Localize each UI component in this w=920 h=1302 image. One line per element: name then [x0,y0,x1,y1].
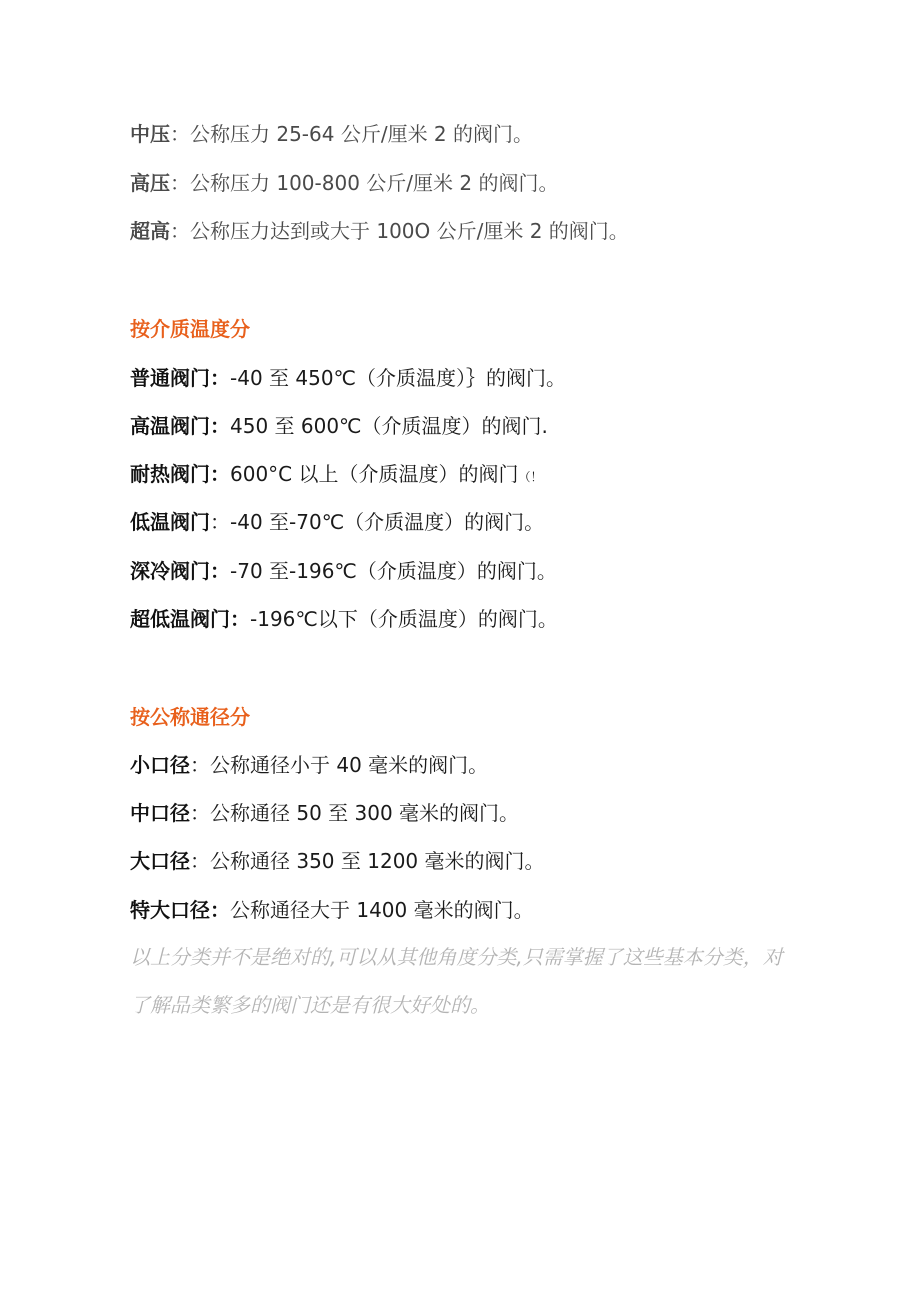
diameter-term: 小口径 [130,753,190,777]
diameter-desc: 公称通径大于 1400 毫米的阀门。 [230,898,534,922]
temperature-item [130,412,548,440]
pressure-separator: ： [170,171,190,195]
pressure-term: 超高 [130,219,170,243]
temperature-item [130,605,558,633]
pressure-desc: 公称压力达到或大于 100O 公斤/厘米 2 的阀门。 [190,219,629,243]
closing-note: 以上分类并不是绝对的,可以从其他角度分类,只需掌握了这些基本分类，对了解品类繁多的阀门还是有很大好处的。 [130,945,783,1017]
pressure-separator: ： [170,219,190,243]
diameter-item [130,896,534,924]
temperature-desc: 450 至 600℃（介质温度）的阀门. [230,414,548,438]
temperature-note: （！ [518,470,543,484]
temperature-term: 普通阀门： [130,366,230,390]
pressure-desc: 公称压力 25-64 公斤/厘米 2 的阀门。 [190,122,534,146]
pressure-item-ultra-high [130,217,629,245]
temperature-desc: 600°C 以上（介质温度）的阀门 [230,462,519,486]
section-heading-temperature: 按介质温度分 [130,317,250,341]
temperature-desc: -40 至 450℃（介质温度）｝的阀门。 [230,366,567,390]
diameter-term: 大口径 [130,849,190,873]
diameter-desc: ：公称通径小于 40 毫米的阀门。 [190,753,489,777]
temperature-term: 低温阀门 [130,510,210,534]
temperature-desc: ：-40 至-70℃（介质温度）的阀门。 [210,510,545,534]
temperature-item [130,364,566,392]
pressure-desc: 公称压力 100-800 公斤/厘米 2 的阀门。 [190,171,559,195]
diameter-item [130,751,488,779]
diameter-item [130,847,545,875]
diameter-term: 中口径 [130,801,190,825]
temperature-term: 超低温阀门： [130,607,250,631]
temperature-item [130,557,557,585]
diameter-desc: ：公称通径 350 至 1200 毫米的阀门。 [190,849,545,873]
section-heading-diameter: 按公称通径分 [130,705,250,729]
pressure-item-medium [130,120,533,148]
pressure-term: 中压 [130,122,170,146]
temperature-item [130,508,544,536]
pressure-separator: ： [170,122,190,146]
temperature-item [130,460,543,491]
temperature-term: 高温阀门： [130,414,230,438]
diameter-item [130,799,519,827]
diameter-term: 特大口径： [130,898,230,922]
temperature-term: 深冷阀门： [130,559,230,583]
temperature-desc: -196℃以下（介质温度）的阀门。 [250,607,558,631]
temperature-desc: -70 至-196℃（介质温度）的阀门。 [230,559,557,583]
pressure-term: 高压 [130,171,170,195]
temperature-term: 耐热阀门： [130,462,230,486]
diameter-desc: ：公称通径 50 至 300 毫米的阀门。 [190,801,520,825]
pressure-item-high [130,169,558,197]
